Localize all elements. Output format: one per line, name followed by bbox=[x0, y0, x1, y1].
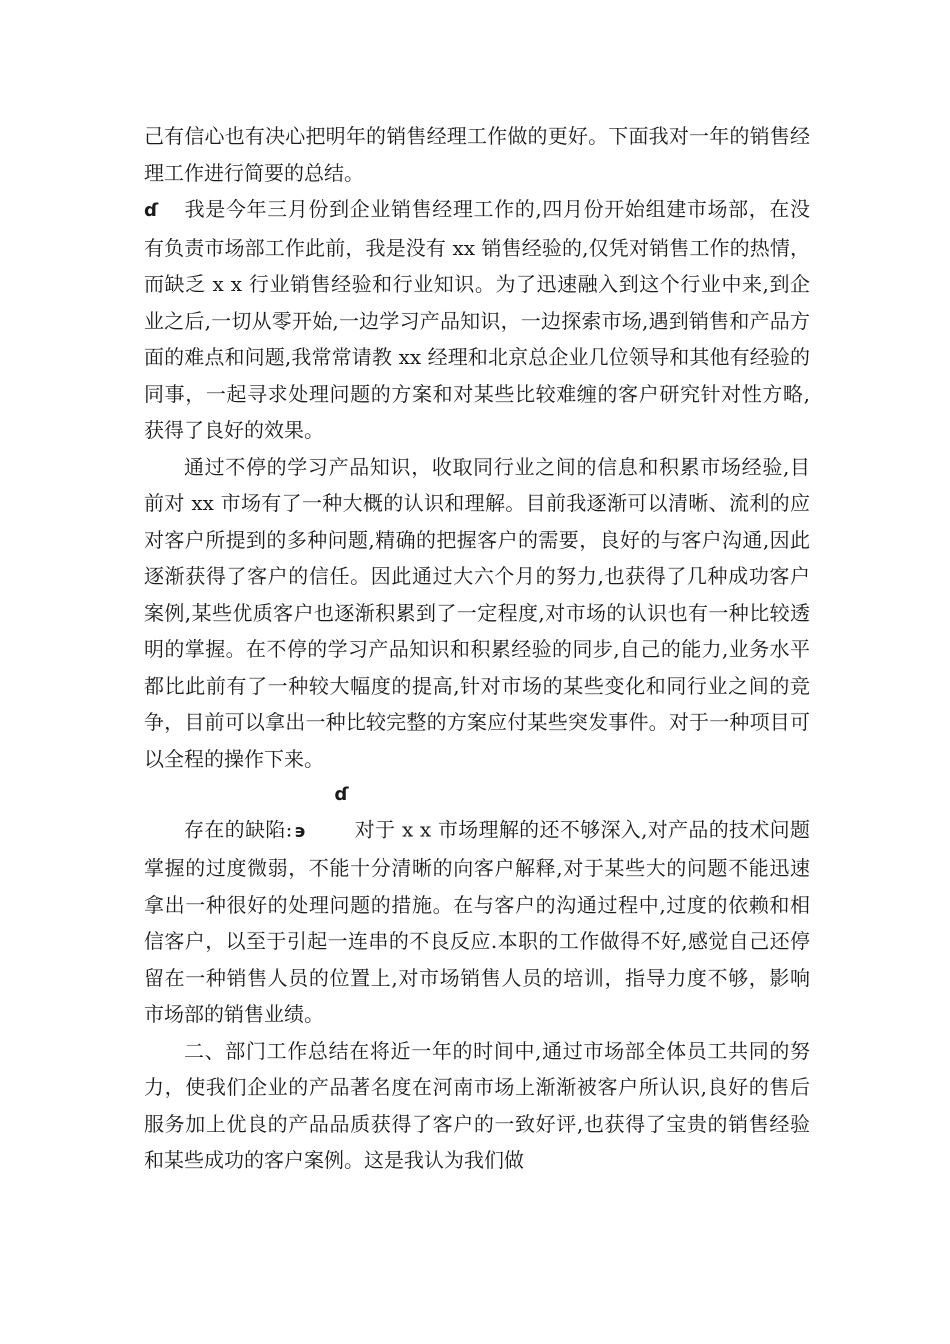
stray-glyph-marker: ɗ bbox=[144, 200, 159, 221]
paragraph-3 bbox=[144, 449, 810, 778]
paragraph-text: 我是今年三月份到企业销售经理工作的,四月份开始组建市场部，在没有负责市场部工作此前，我是没有 xx 销售经验的,仅凭对销售工作的热情，而缺乏 x x 行业销售经验和行业知识。为了迅速融入到这个行业中来,到企业之后,一切从零开始,一边学习产品知识，一边探索市场,遇到销售和产品方面的难点和问题,我常常请教 xx 经理和北京总企业几位领导和其他有经验的同事，一起寻求处理问题的方案和对某些比较难缠的客户研究针对性方略,获得了良好的效果。 bbox=[144, 197, 810, 442]
paragraph-text: 己有信心也有决心把明年的销售经理工作做的更好。下面我对一年的销售经理工作进行简要的总结。 bbox=[144, 124, 810, 185]
paragraph-text: 对于 x x 市场理解的还不够深入,对产品的技术问题掌握的过度微弱，不能十分清晰的向客户解释,对于某些大的问题不能迅速拿出一种很好的处理问题的措施。在与客户的沟通过程中,过度的依赖和相信客户，以至于引起一连串的不良反应.本职的工作做得不好,感觉自己还停留在一种销售人员的位置上,对市场销售人员的培训，指导力度不够，影响市场部的销售业绩。 bbox=[144, 817, 810, 1026]
paragraph-lead: 存在的缺陷: bbox=[184, 817, 293, 842]
paragraph-text: 二、部门工作总结在将近一年的时间中,通过市场部全体员工共同的努力，使我们企业的产品著名度在河南市场上渐渐被客户所认识,良好的售后服务加上优良的产品品质获得了客户的一致好评,也获得了宝贵的销售经验和某些成功的客户案例。这是我认为我们做 bbox=[144, 1038, 810, 1172]
stray-glyph-marker: ɗ϶ bbox=[294, 784, 349, 842]
paragraph-1 bbox=[144, 118, 810, 191]
paragraph-2 bbox=[144, 191, 810, 449]
paragraph-5 bbox=[144, 1033, 810, 1179]
paragraph-4 bbox=[144, 777, 810, 1033]
document-body bbox=[144, 118, 810, 1179]
paragraph-text: 通过不停的学习产品知识，收取同行业之间的信息和积累市场经验,目前对 xx 市场有了一种大概的认识和理解。目前我逐渐可以清晰、流利的应对客户所提到的多种问题,精确的把握客户的需要，良好的与客户沟通,因此逐渐获得了客户的信任。因此通过大六个月的努力,也获得了几种成功客户案例,某些优质客户也逐渐积累到了一定程度,对市场的认识也有一种比较透明的掌握。在不停的学习产品知识和积累经验的同步,自己的能力,业务水平都比此前有了一种较大幅度的提高,针对市场的某些变化和同行业之间的竞争，目前可以拿出一种比较完整的方案应付某些突发事件。对于一种项目可以全程的操作下来。 bbox=[144, 454, 810, 771]
